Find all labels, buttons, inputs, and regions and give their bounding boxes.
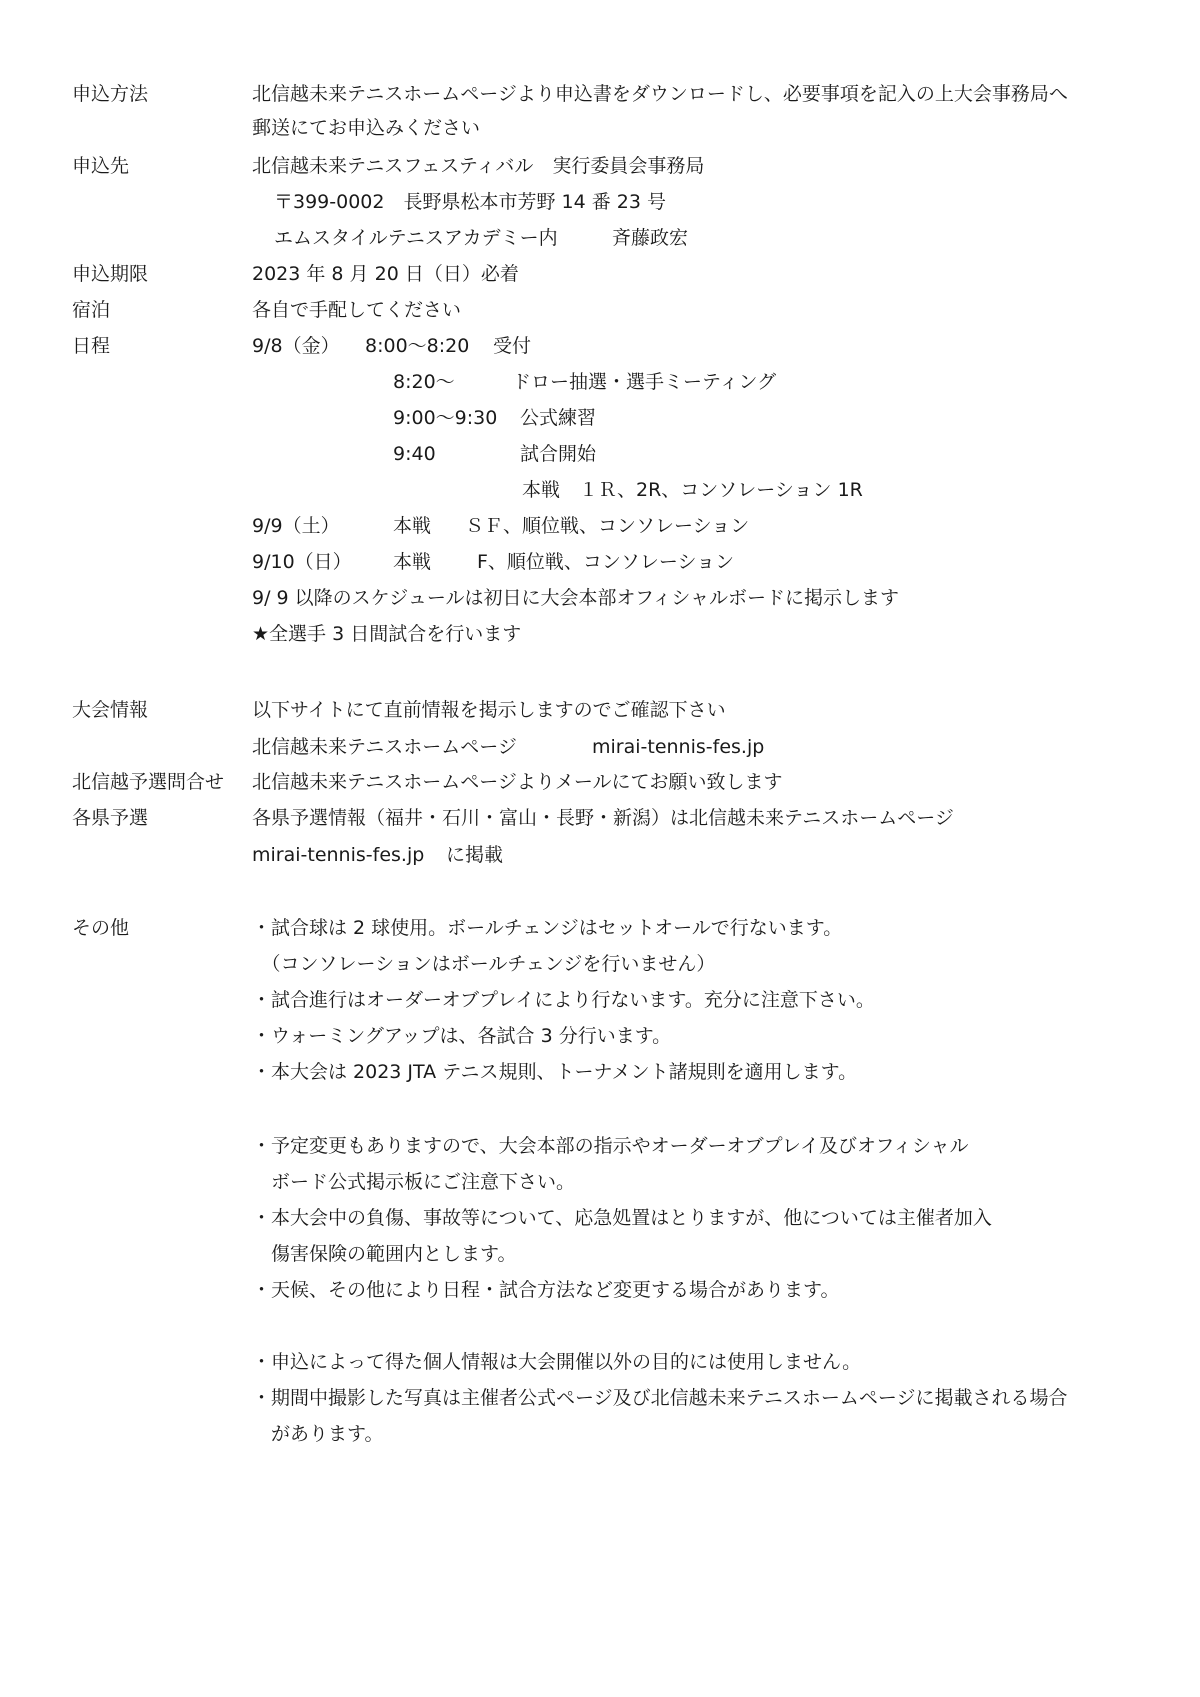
schedule-day2-draw: 本戦 (393, 515, 432, 537)
schedule-event: ドロー抽選・選手ミーティング (512, 371, 777, 393)
prefecture-qualifier-suffix: に掲載 (446, 844, 504, 866)
schedule-day1-date: 9/8（金） (252, 335, 340, 357)
qualifier-inquiry-value: 北信越未来テニスホームページよりメールにてお願い致します (252, 771, 783, 793)
schedule-event: 公式練習 (520, 407, 597, 429)
other-row (0, 912, 1200, 944)
other-line: 傷害保険の範囲内とします。 (252, 1243, 517, 1265)
destination-contact-name: 斉藤政宏 (612, 227, 689, 249)
schedule-time: 9:00〜9:30 (393, 407, 498, 429)
schedule-label: 日程 (72, 335, 111, 357)
schedule-event: 受付 (493, 335, 532, 357)
other-line: ・試合進行はオーダーオブプレイにより行ないます。充分に注意下さい。 (252, 989, 875, 1011)
schedule-day3-date: 9/10（日） (252, 551, 352, 573)
destination-address: 〒399-0002 長野県松本市芳野 14 番 23 号 (274, 191, 666, 213)
other-line: ボード公式掲示板にご注意下さい。 (252, 1171, 576, 1193)
prefecture-qualifier-line1: 各県予選情報（福井・石川・富山・長野・新潟）は北信越未来テニスホームページ (252, 807, 954, 829)
deadline-value: 2023 年 8 月 20 日（日）必着 (252, 263, 519, 285)
info-label: 大会情報 (72, 699, 149, 721)
application-text-line1: 北信越未来テニスホームページより申込書をダウンロードし、必要事項を記入の上大会事務局へ (252, 83, 1068, 105)
schedule-note2: ★全選手 3 日間試合を行います (252, 623, 522, 645)
info-site-name: 北信越未来テニスホームページ (252, 736, 517, 758)
prefecture-qualifier-label: 各県予選 (72, 807, 149, 829)
schedule-note1: 9/ 9 以降のスケジュールは初日に大会本部オフィシャルボードに掲示します (252, 587, 900, 609)
lodging-value: 各自で手配してください (252, 299, 462, 321)
other-line: ・天候、その他により日程・試合方法など変更する場合があります。 (252, 1279, 840, 1301)
application-row (0, 78, 1200, 110)
other-line: ・ウォーミングアップは、各試合 3 分行います。 (252, 1025, 672, 1047)
deadline-label: 申込期限 (72, 263, 149, 285)
application-text-line2: 郵送にてお申込みください (252, 117, 481, 139)
other-line: （コンソレーションはボールチェンジを行いません） (252, 953, 716, 975)
info-line1: 以下サイトにて直前情報を掲示しますのでご確認下さい (252, 699, 726, 721)
schedule-time: 9:40 (393, 443, 436, 465)
schedule-row (0, 330, 1200, 362)
schedule-day2-detail: ＳＦ、順位戦、コンソレーション (465, 515, 750, 537)
schedule-day3-draw: 本戦 (393, 551, 432, 573)
other-line: ・予定変更もありますので、大会本部の指示やオーダーオブプレイ及びオフィシャル (252, 1135, 969, 1157)
other-line: があります。 (252, 1423, 384, 1445)
other-line: ・本大会中の負傷、事故等について、応急処置はとりますが、他については主催者加入 (252, 1207, 992, 1229)
schedule-day2-date: 9/9（土） (252, 515, 340, 537)
info-site-url[interactable]: mirai-tennis-fes.jp (592, 736, 765, 758)
info-row (0, 694, 1200, 726)
schedule-day1-rounds: 本戦 １Ｒ、2R、コンソレーション 1R (522, 479, 863, 501)
prefecture-qualifier-row (0, 802, 1200, 834)
destination-contact-place: エムスタイルテニスアカデミー内 (274, 227, 558, 249)
qualifier-inquiry-row (0, 766, 1200, 798)
lodging-label: 宿泊 (72, 299, 111, 321)
schedule-event: 試合開始 (520, 443, 597, 465)
application-label: 申込方法 (72, 83, 149, 105)
other-line: ・試合球は 2 球使用。ボールチェンジはセットオールで行ないます。 (252, 917, 843, 939)
qualifier-inquiry-label: 北信越予選問合せ (72, 771, 225, 793)
schedule-time: 8:20〜 (393, 371, 455, 393)
other-label: その他 (72, 917, 130, 939)
lodging-row (0, 294, 1200, 326)
schedule-day3-detail: F、順位戦、コンソレーション (477, 551, 735, 573)
deadline-row (0, 258, 1200, 290)
other-line: ・申込によって得た個人情報は大会開催以外の目的には使用しません。 (252, 1351, 862, 1373)
schedule-time: 8:00〜8:20 (365, 335, 470, 357)
prefecture-qualifier-url[interactable]: mirai-tennis-fes.jp (252, 844, 425, 866)
destination-org: 北信越未来テニスフェスティバル 実行委員会事務局 (252, 155, 705, 177)
other-line: ・本大会は 2023 JTA テニス規則、トーナメント諸規則を適用します。 (252, 1061, 858, 1083)
other-line: ・期間中撮影した写真は主催者公式ページ及び北信越未来テニスホームページに掲載される場合 (252, 1387, 1068, 1409)
destination-row (0, 150, 1200, 182)
destination-label: 申込先 (72, 155, 130, 177)
